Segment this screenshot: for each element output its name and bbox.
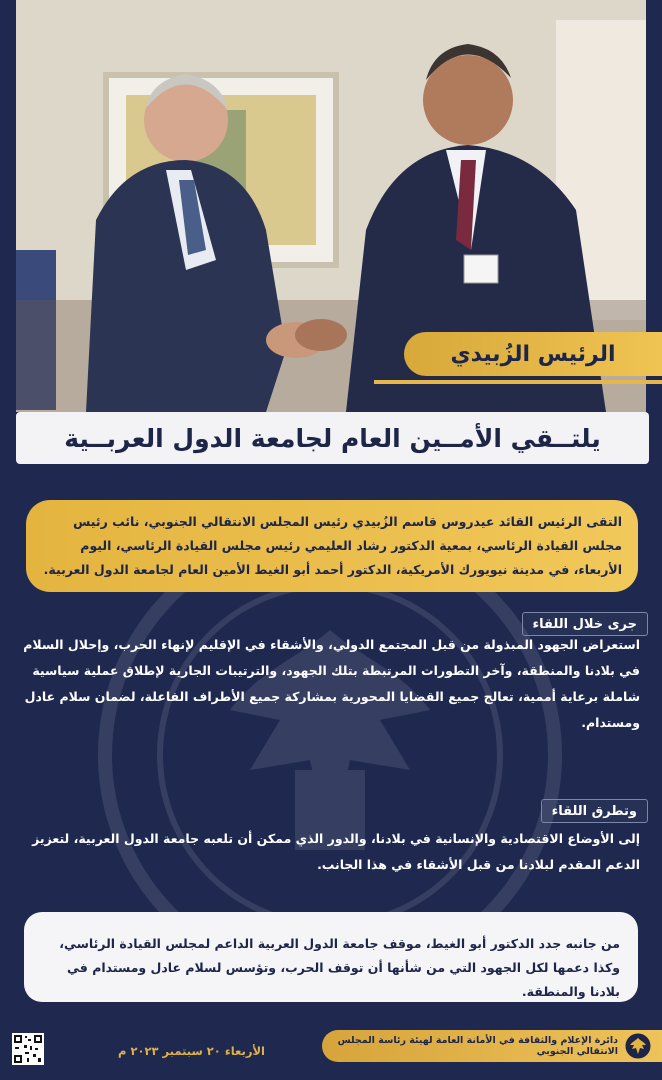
section-tag-discussion-label: وتطرق اللقاء [551,803,637,819]
department-text: دائرة الإعلام والثقافة في الأمانة العامة لهيئة رئاسة المجلس الانتقالي الجنوبي [337,1035,618,1057]
quote-text: من جانبه جدد الدكتور أبو الغيط، موقف جامعة الدول العربية الداعم لمجلس القيادة الرئاسي، وكذا دعمها لكل الجهود التي من شأنها أن توقف الحرب، وتؤسس لسلام عادل ومستدام في بلادنا والمنطقة. [59,936,620,999]
section-discussion-text: إلى الأوضاع الاقتصادية والإنسانية في بلادنا، والدور الذي ممكن أن تلعبه جامعة الدول العربية، لتعزيز الدعم المقدم لبلادنا من قبل الأشقاء في هذا الجانب. [32,831,640,872]
council-logo-icon [624,1033,652,1059]
intro-text: التقى الرئيس القائد عيدروس قاسم الزُبيدي رئيس المجلس الانتقالي الجنوبي، نائب رئيس مجلس القيادة الرئاسي، بمعية الدكتور رشاد العليمي رئيس مجلس القيادة الرئاسي، اليوم الأربعاء، في مدينة نيويورك الأمريكية، الدكتور أحمد أبو الغيط الأمين العام لجامعة الدول العربية. [43,514,622,577]
name-banner-text: الرئيس الزُبيدي [450,341,616,367]
headline-text: يلتــقي الأمــين العام لجامعة الدول العربــية [64,423,601,453]
name-banner [404,332,662,376]
section-tag-meeting-label: جرى خلال اللقاء [532,616,637,632]
section-meeting-text: استعراض الجهود المبذولة من قبل المجتمع الدولي، والأشقاء في الإقليم لإنهاء الحرب، وإحلال السلام في بلادنا والمنطقة، وآخر التطورات المرتبطة بتلك الجهود، والترتيبات الجارية لإطلاق عملية سياسية شاملة برعاية أممية، تعالج جميع القضايا المحورية بمشاركة جميع الأطراف الفاعلة، لضمان سلام عادل ومستدام. [23,637,640,730]
quote-card [24,912,638,1002]
publish-date: الأربعاء ٢٠ سبتمبر ٢٠٢٣ م [118,1044,265,1058]
headline-bar [16,412,649,464]
department-banner [322,1030,662,1062]
name-underline [374,380,662,384]
qr-code[interactable] [12,1033,44,1065]
intro-card [26,500,638,592]
section-tag-discussion [541,799,648,823]
